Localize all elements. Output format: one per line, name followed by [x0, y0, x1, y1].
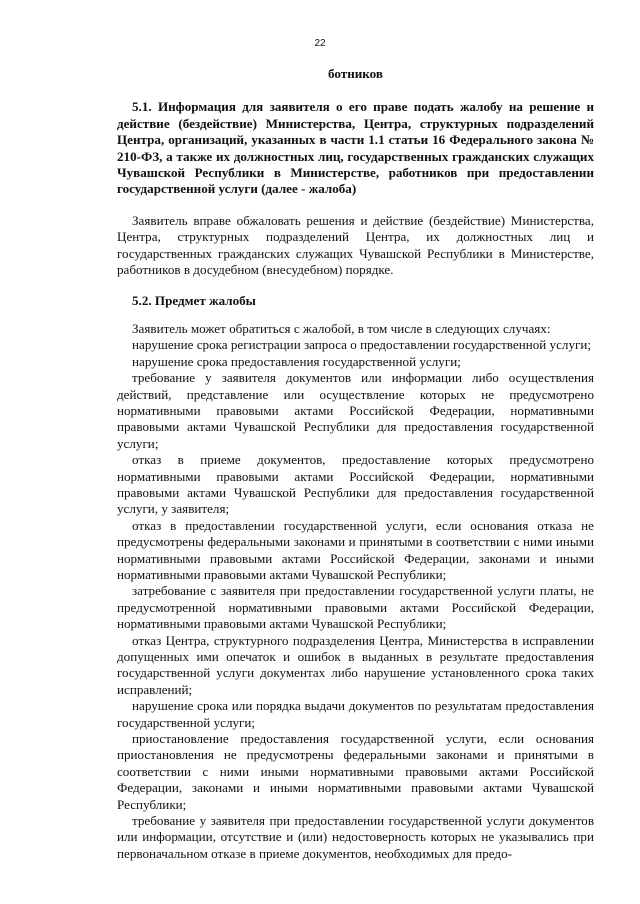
- list-item: нарушение срока регистрации запроса о предоставлении государственной услуги;: [132, 337, 592, 353]
- list-item: приостановление предоставления государственной услуги, если основания приостановления не предусмотрены федеральными законами и принятыми в соответствии с ними иными нормативными правовыми актами Российской Федерации, законами и иными нормативными правовыми актами Чувашской Республики;: [117, 731, 594, 812]
- list-item: отказ в предоставлении государственной услуги, если основания отказа не предусмотрены федеральными законами и принятыми в соответствии с ними иными нормативными правовыми актами Российской Федерации, законами и иными нормативными правовыми актами Чувашской Республики;: [117, 517, 594, 582]
- carryover-heading-fragment: ботников: [328, 66, 383, 81]
- section-5-1-paragraph: Заявитель вправе обжаловать решения и действие (бездействие) Министерства, Центра, структурных подразделений Центра, их должностных лиц и государственных гражданских служащих Чувашской Республики в Министерстве, работников в досудебном (внесудебном) порядке.: [117, 212, 594, 278]
- page-number: 22: [314, 38, 326, 49]
- list-item: отказ в приеме документов, предоставление которых предусмотрено нормативными правовыми актами Российской Федерации, нормативными правовыми актами Чувашской Республики для предоставления государственной услуги, у заявителя;: [117, 452, 594, 517]
- list-item: затребование с заявителя при предоставлении государственной услуги платы, не предусмотренной нормативными правовыми актами Российской Федерации, нормативными правовыми актами Чувашской Республики;: [117, 583, 594, 632]
- section-5-2-heading: 5.2. Предмет жалобы: [132, 293, 256, 309]
- document-body: [117, 66, 594, 862]
- list-item: требование у заявителя при предоставлении государственной услуги документов или информации, отсутствие и (или) недостоверность которых не указывались при первоначальном отказе в приеме документов, необходимых для предо-: [117, 813, 594, 861]
- list-item: требование у заявителя документов или информации либо осуществления действий, представление или осуществление которых не предусмотрено нормативными правовыми актами Российской Федерации, нормативными правовыми актами Чувашской Республики для предоставления государственной услуги;: [117, 370, 594, 451]
- list-item: нарушение срока или порядка выдачи документов по результатам предоставления государственной услуги;: [117, 698, 594, 730]
- complaint-cases-list: [117, 337, 594, 862]
- list-item: отказ Центра, структурного подразделения Центра, Министерства в исправлении допущенных ими опечаток и ошибок в выданных в результате предоставления государственной услуги документах либо нарушение установленного срока таких исправлений;: [117, 632, 594, 697]
- section-5-2-intro: Заявитель может обратиться с жалобой, в том числе в следующих случаях:: [132, 320, 551, 336]
- section-5-1-heading: 5.1. Информация для заявителя о его праве подать жалобу на решение и действие (бездействие) Министерства, Центра, структурных подразделений Центра, организаций, указанных в части 1.1 статьи 16 Федерального закона № 210-ФЗ, а также их должностных лиц, государственных гражданских служащих Чувашской Республики в Министерстве, работников при предоставлении государственной услуги (далее - жалоба): [117, 99, 594, 197]
- list-item: нарушение срока предоставления государственной услуги;: [132, 353, 461, 369]
